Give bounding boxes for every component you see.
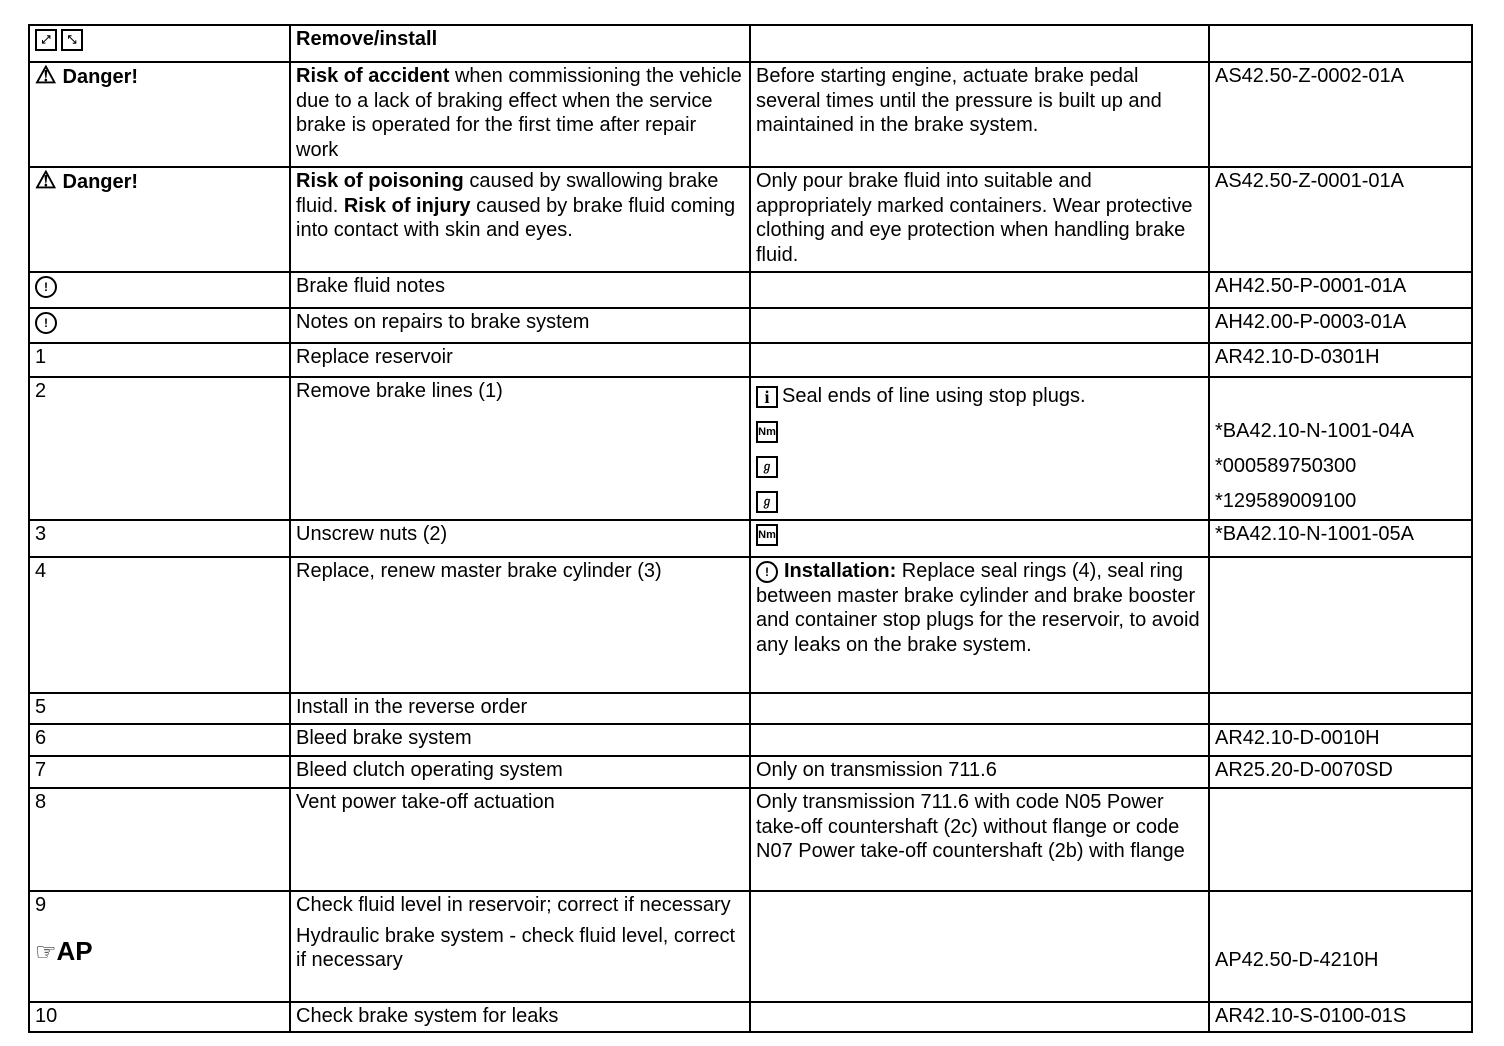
step-number: 5 xyxy=(29,693,290,724)
step-text: Unscrew nuts (2) xyxy=(290,520,750,557)
risk-text: caused by swallowing brake fluid. xyxy=(296,170,719,217)
table-row xyxy=(29,724,1472,756)
step-text: Replace reservoir xyxy=(290,343,750,377)
step-number: 7 xyxy=(29,756,290,788)
note-text: Only on transmission 711.6 xyxy=(750,756,1209,788)
risk-label: Risk of accident xyxy=(296,65,450,87)
installation-text: Replace seal rings (4), seal ring between master brake cylinder and brake booster and container stop plugs for the reservoir, to avoid any leaks on the brake system. xyxy=(756,560,1200,656)
step-text: Replace, renew master brake cylinder (3) xyxy=(290,557,750,693)
tool-link[interactable]: *000589750300 xyxy=(1215,455,1357,477)
step-number: 10 xyxy=(29,1002,290,1032)
header-icons xyxy=(29,25,290,62)
risk-text: when commissioning the vehicle due to a lack of braking effect when the service brake is operated for the first time after repair work xyxy=(296,65,742,161)
pointing-hand-icon: ☞ xyxy=(35,939,57,966)
table-row xyxy=(29,62,1472,167)
table-row xyxy=(29,557,1472,693)
expand-icon[interactable]: ⤢ xyxy=(35,29,57,51)
tool-link[interactable]: *129589009100 xyxy=(1215,490,1357,512)
table-row xyxy=(29,891,1472,1002)
note-icon: ! xyxy=(756,561,778,583)
step-text: Brake fluid notes xyxy=(290,272,750,308)
procedure-table xyxy=(28,24,1473,1033)
torque-icon: Nm xyxy=(756,524,778,546)
special-tool-icon: ℊ xyxy=(756,491,778,513)
note-icon: ! xyxy=(35,312,57,334)
step-number: 3 xyxy=(29,520,290,557)
doc-link[interactable]: AR42.10-S-0100-01S xyxy=(1215,1005,1407,1027)
warning-icon: ⚠ xyxy=(35,167,57,194)
danger-label: Danger! xyxy=(62,66,139,88)
warning-icon: ⚠ xyxy=(35,62,57,89)
risk-label: Risk of poisoning xyxy=(296,170,464,192)
doc-link[interactable]: AS42.50-Z-0001-01A xyxy=(1215,170,1405,192)
table-row xyxy=(29,272,1472,308)
table-row xyxy=(29,377,1472,520)
step-number: 4 xyxy=(29,557,290,693)
step-number: 9 xyxy=(35,894,47,916)
step-text: Check fluid level in reservoir; correct if necessary xyxy=(296,894,731,916)
remedy-text: Before starting engine, actuate brake pedal several times until the pressure is built up and maintained in the brake system. xyxy=(750,62,1209,167)
table-row xyxy=(29,693,1472,724)
step-text: Remove brake lines (1) xyxy=(290,377,750,520)
table-header-row xyxy=(29,25,1472,62)
danger-label: Danger! xyxy=(62,171,139,193)
doc-link[interactable]: AR25.20-D-0070SD xyxy=(1215,759,1393,781)
step-text: Notes on repairs to brake system xyxy=(290,308,750,343)
table-row xyxy=(29,308,1472,343)
step-text: Bleed brake system xyxy=(290,724,750,756)
risk-label: Risk of injury xyxy=(343,194,471,217)
remedy-text: Only pour brake fluid into suitable and appropriately marked containers. Wear protective clothing and eye protection when handling brake fluid. xyxy=(750,167,1209,272)
note-text: Only transmission 711.6 with code N05 Power take-off countershaft (2c) without flange or code N07 Power take-off countershaft (2b) with flange xyxy=(750,788,1209,891)
doc-link[interactable]: AR42.10-D-0301H xyxy=(1215,346,1380,368)
doc-link[interactable]: AH42.50-P-0001-01A xyxy=(1215,275,1407,297)
doc-link[interactable]: AH42.00-P-0003-01A xyxy=(1215,311,1407,333)
doc-link[interactable]: AR42.10-D-0010H xyxy=(1215,727,1380,749)
collapse-icon[interactable]: ⤡ xyxy=(61,29,83,51)
special-tool-icon: ℊ xyxy=(756,456,778,478)
table-row xyxy=(29,756,1472,788)
installation-label: Installation: xyxy=(784,560,897,582)
step-number: 1 xyxy=(29,343,290,377)
doc-link[interactable]: AS42.50-Z-0002-01A xyxy=(1215,65,1405,87)
doc-link[interactable]: *BA42.10-N-1001-04A xyxy=(1215,420,1415,442)
header-title: Remove/install xyxy=(296,28,438,50)
step-text: Install in the reverse order xyxy=(290,693,750,724)
table-row xyxy=(29,788,1472,891)
doc-link[interactable]: *BA42.10-N-1001-05A xyxy=(1215,523,1415,545)
step-number: 6 xyxy=(29,724,290,756)
step-number: 8 xyxy=(29,788,290,891)
table-row xyxy=(29,1002,1472,1032)
step-text: Bleed clutch operating system xyxy=(290,756,750,788)
doc-link[interactable]: AP42.50-D-4210H xyxy=(1215,949,1379,971)
info-text: Seal ends of line using stop plugs. xyxy=(782,385,1086,407)
step-text: Check brake system for leaks xyxy=(290,1002,750,1032)
table-row xyxy=(29,343,1472,377)
step-text: Vent power take-off actuation xyxy=(290,788,750,891)
torque-icon: Nm xyxy=(756,421,778,443)
table-row xyxy=(29,167,1472,272)
info-icon: i xyxy=(756,386,778,408)
ap-label: AP xyxy=(56,936,93,966)
step-number: 2 xyxy=(29,377,290,520)
table-row xyxy=(29,520,1472,557)
risk-text: caused by brake fluid coming into contact with skin and eyes. xyxy=(296,194,736,241)
note-icon: ! xyxy=(35,276,57,298)
step-text: Hydraulic brake system - check fluid level, correct if necessary xyxy=(296,924,736,971)
